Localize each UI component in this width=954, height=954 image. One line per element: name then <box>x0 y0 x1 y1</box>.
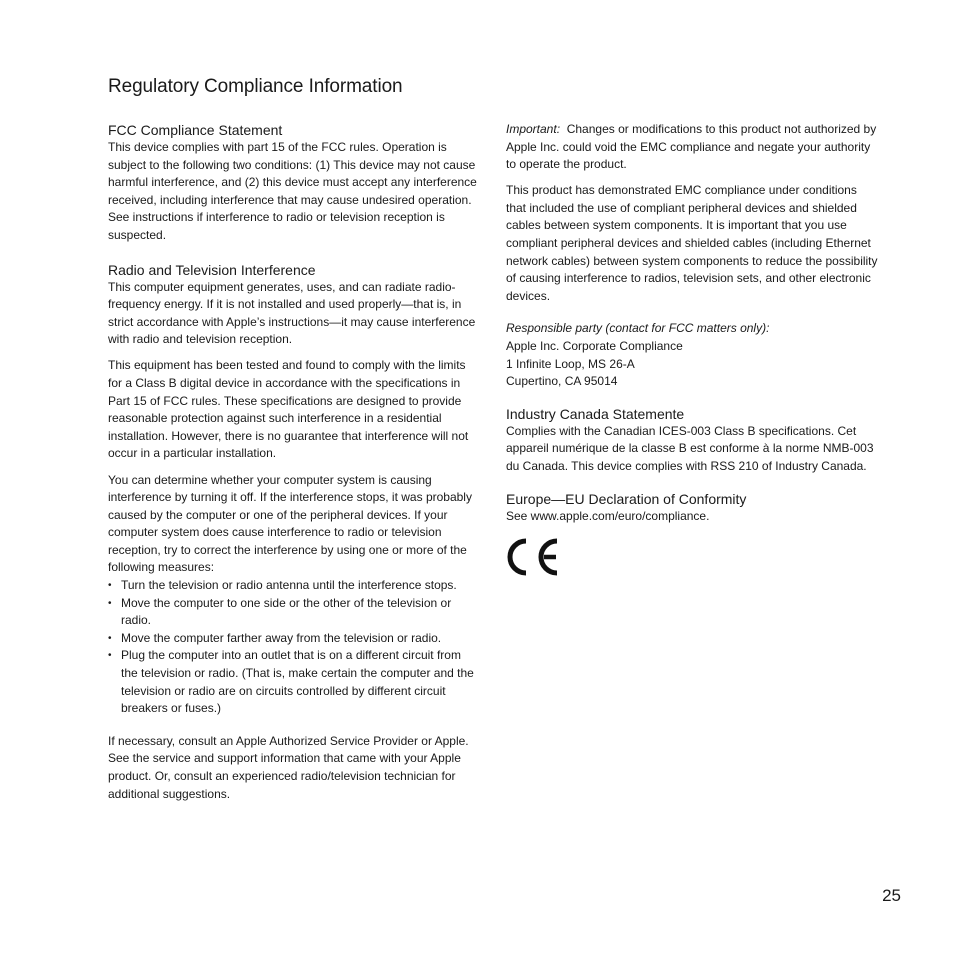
canada-text: Complies with the Canadian ICES-003 Class B specifications. Cet appareil numérique de la classe B est conforme à la norme NMB-003 du Canada. This device complies with RSS 210 of Industry Canada. <box>506 423 874 473</box>
responsible-party <box>506 320 878 390</box>
radio-tv-paragraph-4: If necessary, consult an Apple Authorized Service Provider or Apple. See the service and support information that came with your Apple product. Or, consult an experienced radio/television technician for additional suggestions. <box>108 733 469 801</box>
canada-section <box>506 405 878 476</box>
responsible-label: Responsible party (contact for FCC matters only): <box>506 321 770 336</box>
important-label: Important: <box>506 122 561 136</box>
fcc-heading: FCC Compliance Statement <box>108 122 283 138</box>
radio-tv-section <box>108 261 480 804</box>
important-notice <box>506 121 878 174</box>
radio-tv-paragraph-3: You can determine whether your computer system is causing interference by turning it off. If the interference stops, it was probably caused by the computer or one of the peripheral devices. If your computer system does cause interference to radio or television reception, try to correct the interference by using one or more of the following measures: <box>108 472 472 575</box>
right-column <box>506 121 878 579</box>
list-item: • Move the computer to one side or the other of the television or radio. <box>108 595 480 630</box>
address-line: Apple Inc. Corporate Compliance <box>506 339 683 354</box>
measures-list <box>108 577 480 718</box>
ce-mark-icon <box>506 535 562 579</box>
europe-heading: Europe—EU Declaration of Conformity <box>506 490 747 507</box>
radio-tv-paragraph-1: This computer equipment generates, uses, and can radiate radio-frequency energy. If it is not installed and used properly—that is, in strict accordance with Apple’s instructions—it may cause interference with radio and television reception. <box>108 279 476 347</box>
canada-heading: Industry Canada Statemente <box>506 405 685 422</box>
page-number: 25 <box>882 886 901 905</box>
page-title: Regulatory Compliance Information <box>108 76 403 97</box>
radio-tv-heading: Radio and Television Interference <box>108 261 316 278</box>
list-item: • Plug the computer into an outlet that is on a different circuit from the television or radio. (That is, make certain the computer and the television or radio are on circuits controlled by different circuit breakers or fuses.) <box>108 647 480 717</box>
fcc-section <box>108 121 480 245</box>
list-item: • Move the computer farther away from the television or radio. <box>108 630 480 648</box>
europe-text: See www.apple.com/euro/compliance. <box>506 508 710 523</box>
europe-section <box>506 490 878 580</box>
fcc-text: This device complies with part 15 of the FCC rules. Operation is subject to the following two conditions: (1) This device may not cause harmful interference, and (2) this device must accept any interference received, including interference that may cause undesired operation. See instructions if interference to radio or television reception is suspected. <box>108 140 477 242</box>
emc-text: This product has demonstrated EMC compliance under conditions that included the use of compliant peripheral devices and shielded cables between system components. It is important that you use compliant peripheral devices and shielded cables (including Ethernet network cables) between system components to reduce the possibility of causing interference to radios, television sets, and other electronic devices. <box>506 183 878 303</box>
address-line: Cupertino, CA 95014 <box>506 374 618 389</box>
left-column <box>108 121 480 815</box>
important-text: Changes or modifications to this product not authorized by Apple Inc. could void the EMC compliance and negate your authority to operate the product. <box>506 122 877 172</box>
list-item: • Turn the television or radio antenna until the interference stops. <box>108 577 480 595</box>
radio-tv-paragraph-2: This equipment has been tested and found to comply with the limits for a Class B digital device in accordance with the specifications in Part 15 of FCC rules. These specifications are designed to provide reasonable protection against such interference in a residential installation. However, there is no guarantee that interference will not occur in a particular installation. <box>108 358 469 461</box>
address-line: 1 Infinite Loop, MS 26-A <box>506 356 635 371</box>
